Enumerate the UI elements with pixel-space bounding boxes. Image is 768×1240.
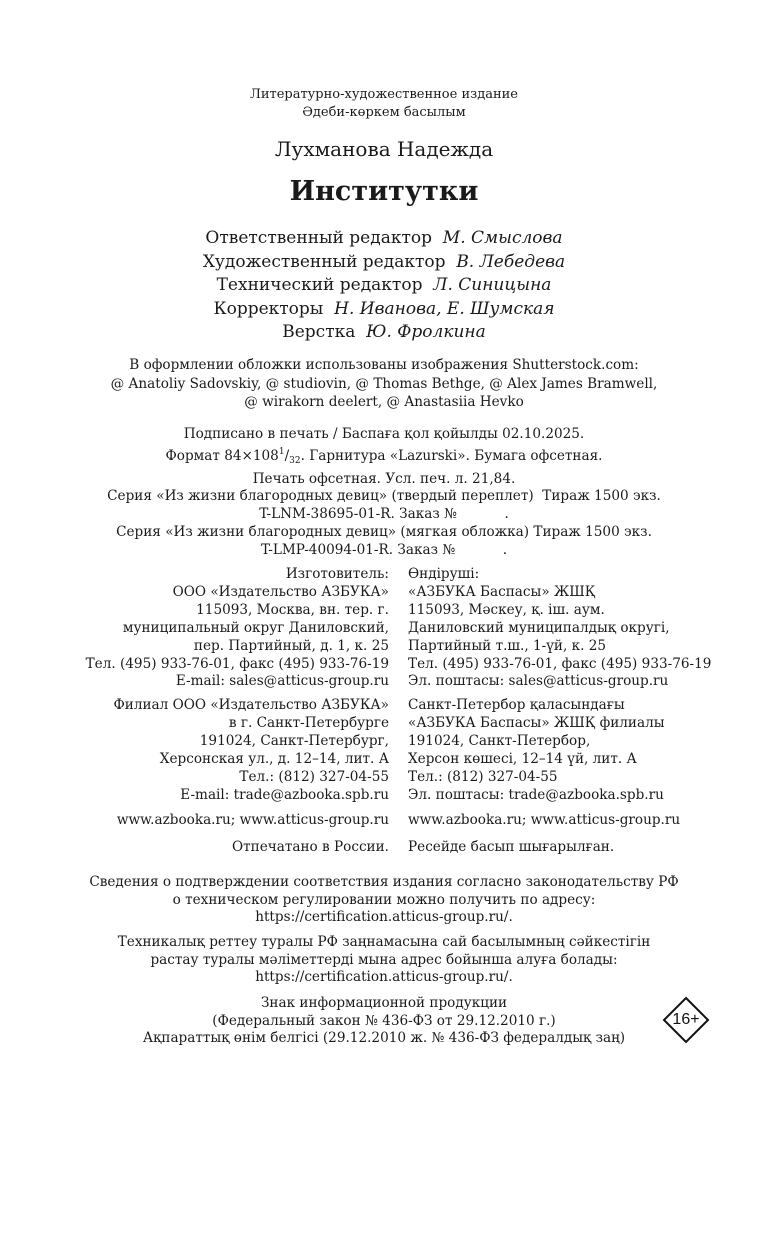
staff-name: Ю. Фролкина (366, 322, 486, 343)
branch-line: Эл. поштасы: trade@azbooka.spb.ru (408, 786, 664, 803)
book-title: Институтки (289, 176, 479, 207)
cover-credits-line: @ wirakorn deelert, @ Anastasiia Hevko (244, 394, 524, 410)
manufacturer-line: 115093, Москва, вн. тер. г. (196, 601, 389, 618)
branch-line: Херсонская ул., д. 12–14, лит. А (159, 750, 389, 767)
website-links-kz[interactable]: www.azbooka.ru; www.atticus-group.ru (408, 812, 681, 828)
manufacturer-line: Тел. (495) 933-76-01, факс (495) 933-76-19 (85, 655, 389, 672)
series-hardcover: Серия «Из жизни благородных девиц» (твердый переплет) Тираж 1500 экз. (107, 488, 661, 505)
info-mark-line: (Федеральный закон № 436-ФЗ от 29.12.2010 г.) (212, 1012, 556, 1029)
certification-line: Сведения о подтверждении соответствия издания согласно законодательству РФ (89, 874, 679, 890)
branch-line: 191024, Санкт-Петербор, (408, 732, 591, 749)
info-mark-line: Ақпараттық өнім белгісі (29.12.2010 ж. № 436-ФЗ федералдық заң) (142, 1030, 626, 1046)
info-product-mark (0, 995, 768, 1048)
cover-credits-line: @ Anatoliy Sadovskiy, @ studiovin, @ Thomas Bethge, @ Alex James Bramwell, (110, 375, 658, 392)
format-sup: 1 (278, 446, 285, 457)
certification-line: Техникалық реттеу туралы РФ заңнамасына сай басылымның сәйкестігін (117, 934, 651, 950)
printed-in-ru: Отпечатано в России. (231, 839, 389, 855)
edition-type-ru: Литературно-художественное издание (250, 87, 518, 102)
manufacturer-line: 115093, Мәскеу, қ. іш. аум. (408, 601, 605, 618)
manufacturer-line: Даниловский муниципалдық округі, (408, 619, 670, 636)
format-sub: 32 (289, 455, 301, 466)
branch-line: Тел.: (812) 327-04-55 (239, 768, 389, 785)
staff-credits (0, 227, 768, 345)
manufacturer-line: пер. Партийный, д. 1, к. 25 (193, 637, 389, 654)
staff-name: Л. Синицына (433, 275, 552, 296)
staff-name: Н. Иванова, Е. Шумская (334, 298, 555, 319)
staff-line (0, 227, 768, 251)
manufacturer-line: Изготовитель: (285, 566, 389, 582)
branch-line: 191024, Санкт-Петербург, (199, 732, 389, 749)
branch-ru (113, 697, 389, 804)
staff-role: Корректоры (213, 298, 324, 319)
staff-line (0, 298, 768, 322)
certification-kz (0, 934, 768, 987)
certification-link[interactable]: https://certification.atticus-group.ru/. (255, 909, 513, 925)
manufacturer-line: E-mail: sales@atticus-group.ru (175, 673, 389, 690)
cover-credits (0, 356, 768, 412)
staff-name: М. Смыслова (442, 228, 563, 248)
staff-line (0, 251, 768, 275)
certification-link[interactable]: https://certification.atticus-group.ru/. (255, 969, 513, 985)
author-name: Лухманова Надежда (274, 137, 494, 161)
certification-line: о техническом регулировании можно получить по адресу: (172, 891, 596, 908)
age-rating-badge (662, 996, 710, 1044)
website-links-ru[interactable]: www.azbooka.ru; www.atticus-group.ru (116, 812, 389, 828)
series-hardcover-code: T-LNM-38695-01-R. Заказ № . (259, 506, 509, 523)
print-type: Печать офсетная. Усл. печ. л. 21,84. (252, 470, 516, 487)
format-suffix: . Гарнитура «Lazurski». Бумага офсетная. (300, 447, 603, 464)
info-mark-line: Знак информационной продукции (260, 995, 508, 1011)
branch-line: «АЗБУКА Баспасы» ЖШҚ филиалы (408, 714, 665, 731)
branch-line: E-mail: trade@azbooka.spb.ru (180, 786, 389, 803)
signed-date: Подписано в печать / Баспаға қол қойылды 02.10.2025. (183, 426, 585, 442)
manufacturer-line: Өндіруші: (408, 566, 480, 582)
manufacturer-line: Партийный т.ш., 1-үй, к. 25 (408, 637, 607, 654)
format-prefix: Формат 84×108 (165, 447, 279, 464)
branch-line: Филиал ООО «Издательство АЗБУКА» (113, 697, 389, 713)
branch-line: Херсон көшесі, 12–14 үй, лит. А (408, 750, 637, 767)
series-softcover: Серия «Из жизни благородных девиц» (мягкая обложка) Тираж 1500 экз. (116, 523, 652, 540)
format-slash: / (284, 447, 290, 464)
certification-line: растау туралы мәліметтерді мына адрес бойынша алуға болады: (150, 951, 618, 968)
manufacturer-line: Тел. (495) 933-76-01, факс (495) 933-76-19 (408, 655, 712, 672)
printed-in-kz: Ресейде басып шығарылған. (408, 839, 615, 855)
edition-type-kz: Әдеби-көркем басылым (302, 105, 466, 120)
staff-line (0, 274, 768, 298)
staff-role: Технический редактор (216, 275, 423, 296)
format-line (0, 444, 768, 471)
staff-line (0, 321, 768, 345)
branch-line: в г. Санкт-Петербурге (228, 714, 389, 731)
manufacturer-line: Эл. поштасы: sales@atticus-group.ru (408, 673, 669, 690)
branch-line: Тел.: (812) 327-04-55 (408, 768, 558, 785)
edition-type (0, 86, 768, 122)
branch-kz (408, 697, 665, 804)
certification-ru (0, 874, 768, 927)
cover-credits-line: В оформлении обложки использованы изображения Shutterstock.com: (129, 357, 639, 373)
manufacturer-line: ООО «Издательство АЗБУКА» (172, 583, 389, 600)
staff-role: Ответственный редактор (205, 228, 432, 248)
age-rating-label: 16+ (672, 1011, 700, 1028)
printing-details (0, 426, 768, 560)
manufacturer-kz (408, 566, 711, 691)
staff-role: Верстка (282, 322, 356, 343)
manufacturer-ru (86, 566, 389, 691)
staff-name: В. Лебедева (456, 251, 566, 272)
manufacturer-line: муниципальный округ Даниловский, (122, 619, 389, 636)
branch-line: Санкт-Петербор қаласындағы (408, 697, 625, 713)
manufacturer-line: «АЗБУКА Баспасы» ЖШҚ (408, 583, 596, 600)
series-softcover-code: T-LMP-40094-01-R. Заказ № . (260, 541, 508, 558)
staff-role: Художественный редактор (202, 251, 446, 272)
